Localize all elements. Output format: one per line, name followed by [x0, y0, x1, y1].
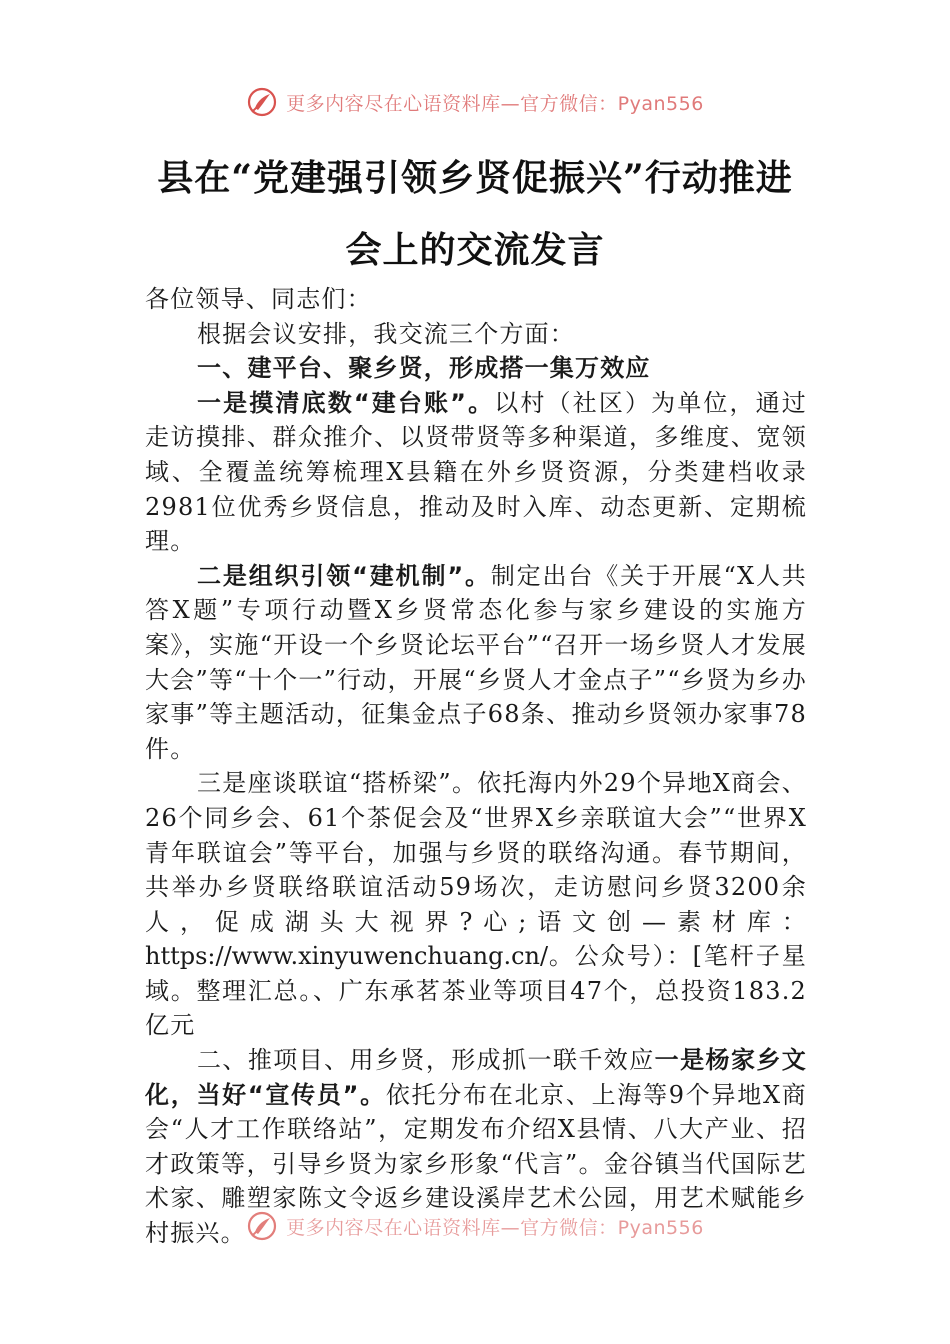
paragraph-1-lead: 一是摸清底数“建台账”。 — [197, 388, 495, 417]
paragraph-2 — [145, 559, 807, 767]
paragraph-3-after: 。公众号）：[笔杆子星域。整理汇总。、广东承茗茶业等项目47个，总投资183.2亿元 — [145, 942, 807, 1040]
paragraph-3 — [145, 766, 807, 1043]
paragraph-2-lead: 二是组织引领“建机制”。 — [197, 561, 491, 590]
watermark-text: 更多内容尽在心语资料库—官方微信：Pyan556 — [286, 92, 704, 115]
paragraph-1 — [145, 386, 807, 559]
paragraph-4-text: 依托分布在北京、上海等9个异地X商会“人才工作联络站”，定期发布介绍X县情、八大产业、招才政策等，引导乡贤为家乡形象“代言”。金谷镇当代国际艺术家、雕塑家陈文令返乡建设溪岸艺术公园，用艺术赋能乡村振兴。 — [145, 1080, 807, 1248]
document-title-line1: 县在“党建强引领乡贤促振兴”行动推进 — [157, 157, 793, 199]
section-heading-2: 二、推项目、用乡贤，形成抓一联千效应 — [197, 1046, 655, 1075]
watermark-top — [0, 86, 950, 118]
watermark-text: 更多内容尽在心语资料库—官方微信：Pyan556 — [286, 1216, 704, 1239]
paragraph-1-text: 以村（社区）为单位，通过走访摸排、群众推介、以贤带贤等多种渠道，多维度、宽领域、全覆盖统筹梳理X县籍在外乡贤资源，分类建档收录2981位优秀乡贤信息，推动及时入库、动态更新、定期梳理。 — [145, 388, 807, 556]
document-body — [145, 282, 807, 1251]
paragraph-3-url: https://www.xinyuwenchuang.cn/ — [145, 942, 549, 971]
salutation: 各位领导、同志们： — [145, 285, 372, 313]
section-heading-1: 一、建平台、聚乡贤，形成搭一集万效应 — [197, 354, 651, 383]
document-title-line2: 会上的交流发言 — [345, 229, 605, 271]
intro-paragraph: 根据会议安排，我交流三个方面： — [197, 319, 575, 348]
logo-icon — [246, 1210, 278, 1242]
paragraph-2-text: 制定出台《关于开展“X人共答X题”专项行动暨X乡贤常态化参与家乡建设的实施方案》，实施“开设一个乡贤论坛平台”“召开一场乡贤人才发展大会”等“十个一”行动，开展“乡贤人才金点子”“乡贤为乡办家事”等主题活动，征集金点子68条、推动乡贤领办家事78件。 — [145, 561, 807, 763]
watermark-bottom — [0, 1210, 950, 1242]
paragraph-3-text: 三是座谈联谊“搭桥梁”。依托海内外29个异地X商会、26个同乡会、61个茶促会及“世界X乡亲联谊大会”“世界X青年联谊会”等平台，加强与乡贤的联络沟通。春节期间，共举办乡贤联络联谊活动59场次，走访慰问乡贤3200余人，促成湖头大视界?心;语文创—素材库： — [145, 769, 807, 936]
logo-icon — [246, 86, 278, 118]
paragraph-4-lead: 一是杨家乡文化，当好“宣传员”。 — [145, 1046, 807, 1109]
